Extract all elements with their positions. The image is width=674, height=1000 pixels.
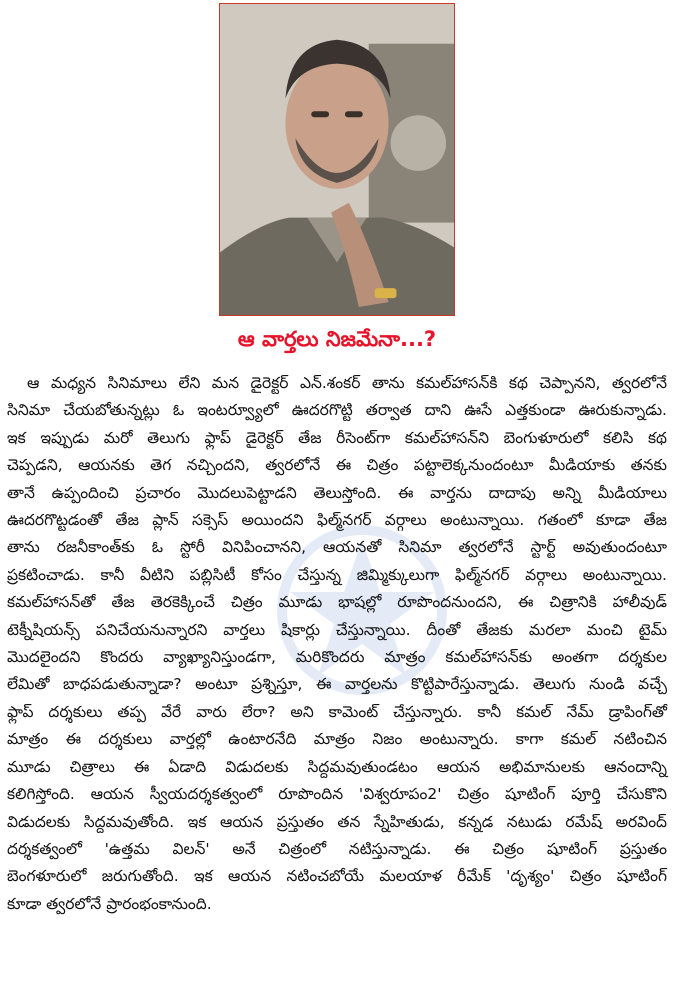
article-line: తానే ఉప్పందించి ప్రచారం మొదలుపెట్టాడని తెలుస్తోంది. ఈ వార్తను దాదాపు అన్ని మీడియాలు (7, 483, 667, 502)
article-line: మాత్రం ఈ దర్శకులు వార్తల్లో ఉంటారనేది మాత్రం నిజం అంటున్నారు. కాగా కమల్ నటించిన (7, 730, 667, 749)
article-line: ఇక ఇప్పుడు మరో తెలుగు ఫ్లాప్ డైరెక్టర్ తేజ రీసెంట్‌గా కమల్‌హాసన్‌ని బెంగుళూరులో కలిసి కథ (7, 428, 667, 447)
article-line: విడుదలకు సిద్దమవుతోంది. ఇక ఆయన ప్రస్తుతం తన స్నేహితుడు, కన్నడ నటుడు రమేష్ అరవింద్ (7, 812, 667, 831)
article-line: ప్రకటించాడు. కానీ వీటిని పబ్లిసిటీ కోసం చేస్తున్న జిమ్మిక్కులుగా ఫిల్మ్‌నగర్ వర్గాలు అంటున్నాయి. (7, 565, 667, 584)
article-body (7, 370, 667, 918)
portrait-photo-icon (220, 4, 454, 315)
article-line: టెక్నీషియన్స్ పనిచేయనున్నారని వార్తలు షికార్లు చేస్తున్నాయి. దీంతో తేజకు మరలా మంచి టైమ్ (7, 620, 667, 639)
article-line: కలిగిస్తోంది. ఆయన స్వీయదర్శకత్వంలో రూపొందిన 'విశ్వరూపం2' చిత్రం షూటింగ్ పూర్తి చేసుకొని (7, 785, 667, 804)
article-photo (219, 3, 455, 316)
article-line: సినిమా చేయబోతున్నట్లు ఓ ఇంటర్వ్యూలో ఊదరగొట్టి తర్వాత దాని ఊసే ఎత్తకుండా ఊరుకున్నాడు. (7, 401, 667, 420)
article-line: ఊదరగొట్టడంతో తేజ ప్లాన్ సక్సెస్ అయిందని ఫిల్మ్‌నగర్ వర్గాలు అంటున్నాయి. గతంలో కూడా తేజ (7, 511, 667, 530)
article-line: ఆ మధ్యన సినిమాలు లేని మన డైరెక్టర్ ఎన్.శంకర్ తాను కమల్‌హాసన్‌కి కథ చెప్పానని, త్వరలోనే (27, 374, 667, 392)
article-line: ఫ్లాప్ దర్శకులు తప్ప వేరే వారు లేరా? అని కామెంట్ చేస్తున్నారు. కానీ కమల్ నేమ్ డ్రాపింగ్‌తో (7, 702, 667, 721)
article-line: కూడా త్వరలోనే ప్రారంభంకానుంది. (7, 894, 212, 913)
article-line: మొదలైందని కొందరు వ్యాఖ్యానిస్తుండగా, మరికొందరు మాత్రం కమల్‌హాసన్‌కు అంతగా దర్శకుల (7, 648, 667, 667)
article-line: చెప్పడని, ఆయనకు తెగ నచ్చిందని, త్వరలోనే ఈ చిత్రం పట్టాలెక్కనుందంటూ మీడియాకు తనకు (7, 456, 667, 475)
article-line: మూడు చిత్రాలు ఈ ఏడాది విడుదలకు సిద్దమవుతుండటం ఆయన అభిమానులకు ఆనందాన్ని (7, 757, 667, 776)
article-line: దర్శకత్వంలో 'ఉత్తమ విలన్' అనే చిత్రంలో నటిస్తున్నాడు. ఈ చిత్రం షూటింగ్ ప్రస్తుతం (7, 839, 667, 858)
headline: ఆ వార్తలు నిజమేనా...? (237, 327, 437, 351)
article-line: బెంగళూరులో జరుగుతోంది. ఇక ఆయన నటించబోయే మలయాళ రీమేక్ 'దృశ్యం' చిత్రం షూటింగ్ (7, 867, 667, 886)
article-line: కమల్‌హాసన్‌తో తేజ తెరకెక్కించే చిత్రం మూడు భాషల్లో రూపొందనుందని, ఈ చిత్రానికి హాలీవుడ్ (7, 593, 667, 612)
article-line: తాను రజనీకాంత్‌కు ఓ స్టోరీ వినిపించానని, ఆయనతో సినిమా త్వరలోనే స్టార్ట్ అవుతుందంటూ (7, 538, 667, 557)
article-line: లేమితో బాధపడుతున్నాడా? అంటూ ప్రశ్నిస్తూ, ఈ వార్తలను కొట్టిపారేస్తున్నాడు. తెలుగు నుండి వచ్చే (7, 675, 667, 694)
